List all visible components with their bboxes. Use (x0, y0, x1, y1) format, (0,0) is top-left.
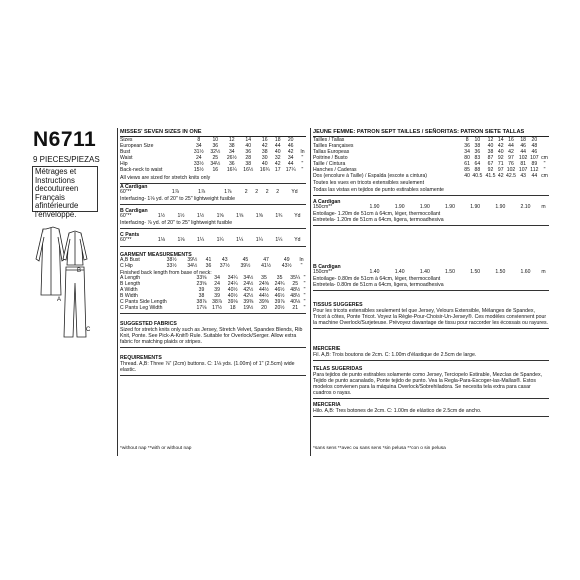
b-cardigan-title: B Cardigan (120, 208, 148, 214)
cardigan-a-drawing (36, 227, 65, 295)
tissus-text: Pour les tricots extensibles seulement tel que Jersey, Velours Extensible, Mélanges de Spandex, Tricot à côtes, Ponte Tricot. Voyez la Règle-Pour-Choisir-Un-Jersey®. Ces modèles conviennent pour la machine Overlock/Surjeteuse. Prévoyez davantage de tissu pour raccorder les écossais ou rayures. (313, 308, 548, 327)
fabric-width-label: 60"** (120, 237, 132, 244)
table-cell: 17½ (212, 304, 223, 311)
table-cell: 40 (497, 148, 504, 155)
table-cell: 41.5 (485, 172, 496, 179)
row-label: B Width (120, 292, 138, 299)
row-label: A Width (120, 286, 138, 293)
table-cell: 36 (228, 160, 235, 167)
table-cell: 19½ (243, 304, 254, 311)
row-label: Dos (encolure à Taille) / Espalda (escote a cintura) (313, 172, 428, 179)
table-cell: 1¼ (255, 237, 263, 244)
table-cell: 48½ (290, 286, 301, 293)
table-cell: 67 (487, 160, 494, 167)
view-label-c: C (86, 327, 91, 333)
table-cell: 37½ (219, 263, 230, 269)
table-cell: 39 (214, 286, 220, 293)
pieces-count: 9 PIECES/PIEZAS (33, 155, 100, 164)
table-cell: 85 (464, 166, 470, 173)
table-cell: 33⅝ (196, 275, 207, 281)
unit-cell: m (541, 269, 546, 276)
table-cell: 18 (520, 137, 526, 144)
row-label: Bust (120, 148, 131, 155)
table-cell: 1.50 (445, 269, 455, 276)
table-cell: 1⅞ (198, 189, 206, 196)
unit-cell: cm (541, 172, 548, 179)
table-cell: 1.60 (520, 269, 531, 276)
garment-line-drawings (33, 225, 101, 345)
fr-a-entretela: Entretela- 1.20m de 51cm a 64cm, ligera, termoadhesiva (313, 217, 444, 224)
table-cell: 46½ (274, 286, 285, 293)
table-cell: 40⅛ (290, 298, 301, 305)
table-cell: 1⅝ (236, 213, 244, 220)
table-cell: 8 (465, 137, 469, 144)
table-cell: 25 (292, 280, 299, 287)
unit-cell: In (299, 257, 304, 264)
table-cell: 20½ (274, 304, 285, 311)
table-cell: 39 (198, 286, 205, 293)
c-pants-title: C Pants (120, 232, 140, 238)
table-cell: 40 (274, 148, 281, 155)
fabric-width-label: 150cm** (313, 204, 333, 211)
table-cell: 39⅛ (227, 298, 238, 305)
table-cell: 1¼ (236, 237, 244, 244)
french-yardage-b (313, 264, 549, 291)
telas-text: Para tejidos de punto estirables solamente como Jersey, Terciopelo Estirable, Mezclas de Spandex, Tejido de punto acanalado, Ponte tejido de punto. Vea la Regla-Para-Escoger-las-Mallas®. Estos modelos convienen para la máquina Overlock/Sobrehiladora. Se necesita tela extra para casar cuadros o rayas. (313, 372, 543, 397)
table-cell: 23⅝ (196, 280, 207, 287)
table-cell: 1.40 (369, 269, 380, 276)
table-cell: 31½ (193, 148, 204, 155)
table-cell: 40 (464, 172, 470, 179)
table-cell: 38⅞ (212, 298, 223, 305)
table-cell: 92 (497, 154, 504, 161)
fr-b-entretela: Entretela- 0.80m de 51cm a 64cm, ligera, termoadhesiva (313, 282, 444, 289)
table-cell: 34 (464, 148, 470, 155)
table-cell: 1⅝ (216, 213, 224, 220)
table-cell: 20 (531, 137, 538, 144)
table-cell: 43 (520, 172, 526, 179)
table-cell: 44 (287, 160, 294, 167)
table-cell: 42 (287, 148, 294, 155)
suggested-fabrics-text: Sized for stretch knits only such as Jersey, Stretch Velvet, Spandex Blends, Rib Knit, Ponte. See Pick-A-Knit® Rule. Suitable for Overlock/Serger. Allow extra fabric for matching plaids or stripes. (120, 327, 303, 346)
back-length-note: Finished back length from base of neck: (120, 269, 212, 276)
table-cell: 34½ (187, 263, 198, 269)
unit-cell: " (303, 286, 306, 293)
table-cell: 42 (261, 143, 268, 149)
table-cell: 38⅞ (196, 298, 207, 305)
mercerie-section (313, 346, 549, 361)
table-cell: 71 (497, 160, 504, 167)
cardigan-b-drawing (63, 231, 87, 265)
fabric-width-label: 60"** (120, 189, 132, 196)
table-cell: 34 (214, 275, 220, 281)
table-cell: 112 (530, 166, 539, 173)
table-cell: 36 (474, 148, 481, 155)
fr-b-cardigan-title: B Cardigan (313, 264, 341, 270)
row-label: Taille / Cintura (313, 160, 346, 167)
table-cell: 35 (276, 275, 283, 281)
table-cell: 46 (287, 143, 294, 149)
table-cell: 35 (261, 275, 267, 281)
fr-a-entoilage: Entoilage- 1.20m de 51cm à 64cm, léger, thermocollant (313, 211, 441, 217)
table-cell: 32 (274, 154, 281, 161)
pattern-number: N6711 (33, 128, 97, 151)
table-cell: 1.50 (495, 269, 506, 276)
table-cell: 2.10 (520, 204, 531, 211)
table-cell: 42 (508, 148, 514, 155)
row-label: B Length (120, 280, 141, 287)
french-yardage-a (313, 199, 549, 226)
table-cell: 64 (474, 160, 481, 167)
table-cell: 26½ (226, 154, 237, 161)
telas-section (313, 366, 549, 399)
a-cardigan-title: A Cardigan (120, 184, 148, 190)
table-cell: 46 (520, 143, 526, 149)
requirements-section (120, 355, 306, 376)
row-label: European Size (120, 143, 154, 149)
table-cell: 40 (245, 143, 252, 149)
table-cell: 46 (531, 148, 538, 155)
unit-cell: " (303, 292, 306, 299)
english-footnote: *without nap **with or without nap (120, 446, 192, 451)
table-cell: 16 (261, 137, 268, 144)
french-size-note: Toutes les vues en tricots extensibles seulement (313, 180, 425, 187)
table-cell: 38 (245, 160, 252, 167)
unit-cell: " (301, 154, 304, 161)
unit-cell: Yd (291, 189, 298, 196)
table-cell: 20 (287, 137, 294, 144)
table-cell: 39 (214, 292, 220, 299)
unit-cell: Yd (294, 213, 301, 220)
table-cell: 30 (261, 154, 268, 161)
b-cardigan-interfacing: Interfacing- ⅞ yd. of 20" to 25" lightweight fusible (120, 220, 233, 226)
table-cell: 40 (261, 160, 268, 167)
fabric-width-label: 150cm** (313, 269, 333, 276)
table-cell: 1⅝ (255, 213, 263, 220)
row-label: C Pants Leg Width (120, 304, 163, 311)
french-size-table (313, 138, 549, 179)
unit-cell: " (543, 166, 546, 173)
english-size-note: All views are sized for stretch knits only (120, 174, 211, 181)
table-cell: 38 (261, 148, 268, 155)
fr-b-entoilage: Entoilage- 0.80m de 51cm à 64cm, léger, thermocollant (313, 276, 441, 282)
table-cell: 42 (497, 172, 504, 179)
row-label: Tailles Françaises (313, 143, 354, 149)
unit-cell: " (301, 160, 304, 167)
table-cell: 1⅛ (157, 237, 165, 244)
table-cell: 2 (265, 189, 269, 196)
table-cell: 1.40 (394, 269, 405, 276)
row-label: Back-neck to waist (120, 166, 163, 173)
table-cell: 1.90 (369, 204, 380, 211)
english-yardage-b (120, 208, 306, 229)
garment-measurements-section (120, 252, 306, 314)
table-cell: 8 (197, 137, 201, 144)
table-cell: 43½ (281, 263, 292, 269)
table-cell: 1¼ (197, 237, 205, 244)
table-cell: 38 (198, 292, 205, 299)
table-cell: 34 (287, 154, 294, 161)
table-cell: 1½ (157, 213, 165, 220)
table-cell: 44 (531, 172, 538, 179)
table-row (120, 306, 306, 312)
table-cell: 97 (508, 154, 514, 161)
table-cell: 81 (520, 160, 526, 167)
table-row (120, 168, 306, 174)
pants-c-drawing (64, 267, 86, 337)
french-instructions-note: Métrages et Instructions decoutureen Français afintérieurde l'enveloppe. (32, 166, 98, 212)
table-cell: 76 (508, 160, 514, 167)
table-row (120, 238, 306, 244)
table-cell: 34¼ (227, 275, 238, 281)
unit-cell: cm (541, 154, 548, 161)
table-cell: 36 (464, 143, 470, 149)
table-cell: 46½ (274, 292, 285, 299)
row-label: A Length (120, 275, 141, 281)
table-cell: 1.90 (445, 204, 455, 211)
table-cell: 16¼ (226, 166, 237, 173)
table-cell: 44 (274, 143, 281, 149)
tissus-section (313, 302, 549, 329)
table-cell: 33½ (166, 263, 177, 269)
english-yardage-c (120, 232, 306, 247)
table-cell: 107 (530, 154, 539, 161)
table-cell: 12 (228, 137, 235, 144)
unit-cell: " (303, 280, 306, 287)
table-cell: 40.5 (472, 172, 483, 179)
row-label: Hip (120, 160, 128, 167)
table-cell: 36 (212, 143, 219, 149)
table-cell: 39⅝ (259, 298, 269, 305)
view-label-a: A (57, 297, 62, 303)
table-cell: 83 (474, 154, 481, 161)
requirements-title: REQUIREMENTS (120, 355, 162, 361)
mercerie-title: MERCERIE (313, 346, 341, 352)
table-cell: 14 (245, 137, 252, 144)
table-cell: 44 (508, 143, 514, 149)
table-cell: 1.50 (470, 269, 481, 276)
table-cell: 38½ (166, 257, 177, 264)
table-cell: 61 (464, 160, 470, 167)
french-footnote: *sans sens **avec ou sans sens *sin pelusa **con o sin pelusa (313, 446, 446, 451)
spanish-size-note: Todas las vistas en tejidos de punto estirables solamente (313, 186, 444, 193)
table-cell: 24½ (243, 280, 254, 287)
table-cell: 35¼ (290, 275, 301, 281)
row-label: Sizes (120, 137, 133, 144)
table-cell: 34 (195, 143, 202, 149)
table-cell: 42 (497, 143, 504, 149)
fr-a-cardigan-title: A Cardigan (313, 199, 341, 205)
unit-cell: " (301, 166, 304, 173)
table-cell: 47 (263, 257, 269, 264)
table-cell: 24⅝ (259, 280, 269, 287)
table-cell: 17 (274, 166, 281, 173)
table-cell: 39½ (187, 257, 198, 264)
table-cell: 1⅞ (171, 189, 179, 196)
table-cell: 102 (506, 166, 516, 173)
unit-cell: m (541, 204, 546, 211)
table-cell: 32½ (210, 148, 221, 155)
english-title: MISSES' SEVEN SIZES IN ONE (120, 129, 306, 137)
table-cell: 17¼ (285, 166, 296, 173)
english-size-table (120, 138, 306, 173)
garment-lengths-table (120, 276, 306, 311)
french-title: JEUNE FEMME: PATRON SEPT TAILLES / SEÑORITAS: PATRON SIETE TALLAS (313, 129, 549, 137)
table-cell: 20 (261, 304, 267, 311)
unit-cell: Yd (294, 237, 301, 244)
table-cell: 16½ (243, 166, 254, 173)
table-cell: 25 (212, 154, 219, 161)
table-cell: 39⅞ (274, 298, 285, 305)
table-cell: 39½ (240, 263, 251, 269)
table-cell: 88 (474, 166, 481, 173)
table-cell: 1⅞ (224, 189, 232, 196)
table-cell: 1.90 (419, 204, 430, 211)
garment-measurements-title: GARMENT MEASUREMENTS (120, 252, 192, 258)
french-size-section (313, 129, 549, 196)
table-cell: 16 (212, 166, 219, 173)
unit-cell: " (543, 160, 546, 167)
unit-cell: " (303, 304, 306, 311)
unit-cell: " (303, 275, 306, 281)
table-cell: 89 (531, 160, 538, 167)
table-cell: 17⅛ (196, 304, 207, 311)
table-cell: 43 (221, 257, 228, 264)
view-label-b: B (77, 268, 82, 274)
row-label: Tallas Europeas (313, 148, 350, 155)
table-cell: 80 (464, 154, 470, 161)
table-cell: 102 (518, 154, 528, 161)
tissus-title: TISSUS SUGGERES (313, 302, 363, 308)
table-row (313, 174, 549, 180)
unit-cell: " (303, 298, 306, 305)
table-cell: 10 (212, 137, 219, 144)
a-cardigan-interfacing: Interfacing- 1⅛ yd. of 20" to 25" lightweight fusible (120, 196, 235, 202)
table-cell: 49 (283, 257, 290, 264)
table-cell: 1¼ (275, 237, 283, 244)
table-cell: 10 (474, 137, 481, 144)
table-cell: 28 (245, 154, 252, 161)
table-cell: 107 (518, 166, 528, 173)
table-cell: 42½ (243, 286, 254, 293)
table-cell: 12 (487, 137, 494, 144)
table-cell: 1.40 (419, 269, 430, 276)
mercerie-text: Fil. A,B: Trois boutons de 2cm. C: 1.00m d'élastique de 2.5cm de large. (313, 352, 477, 359)
table-cell: 40½ (227, 292, 238, 299)
merceria-title: MERCERIA (313, 402, 341, 408)
table-cell: 16 (508, 137, 514, 144)
table-cell: 87 (487, 154, 494, 161)
table-cell: 40½ (227, 286, 238, 293)
row-label: Tailles / Tallas (313, 137, 345, 144)
table-cell: 38 (474, 143, 481, 149)
table-cell: 42 (274, 160, 281, 167)
unit-cell: " (300, 263, 303, 269)
table-cell: 36 (205, 263, 212, 269)
table-cell: 1.90 (470, 204, 481, 211)
table-cell: 40 (487, 143, 494, 149)
table-cell: 1½ (197, 213, 205, 220)
table-cell: 42.5 (506, 172, 516, 179)
table-cell: 97 (497, 166, 504, 173)
suggested-fabrics-section (120, 321, 306, 348)
table-cell: 34½ (210, 160, 221, 167)
row-label: C Hip (120, 263, 133, 269)
telas-title: TELAS SUGERIDAS (313, 366, 363, 372)
table-cell: 1⅛ (177, 237, 185, 244)
english-size-section (120, 129, 306, 184)
table-cell: 14 (497, 137, 504, 144)
table-cell: 39⅜ (243, 298, 254, 305)
table-cell: 21 (292, 304, 299, 311)
table-cell: 2 (276, 189, 280, 196)
table-cell: 18 (274, 137, 281, 144)
table-cell: 45 (242, 257, 249, 264)
row-label: Waist (120, 154, 133, 161)
row-label: Poitrine / Busto (313, 154, 348, 161)
table-cell: 41 (205, 257, 212, 264)
table-cell: 1¾ (275, 213, 283, 220)
table-cell: 92 (487, 166, 494, 173)
table-cell: 38 (228, 143, 235, 149)
table-cell: 1½ (177, 213, 185, 220)
suggested-fabrics-title: SUGGESTED FABRICS (120, 321, 177, 327)
table-cell: 44½ (259, 286, 269, 293)
unit-cell: In (300, 148, 305, 155)
table-cell: 33½ (193, 160, 204, 167)
row-label: C Pants Side Length (120, 298, 167, 305)
english-yardage-a (120, 184, 306, 205)
row-label: Hanches / Caderas (313, 166, 357, 173)
garment-measurements-table (120, 258, 306, 270)
fabric-width-label: 60"** (120, 213, 132, 220)
merceria-text: Hilo. A,B: Tres botones de 2cm. C: 1.00m de elástico de 2.5cm de ancho. (313, 408, 482, 415)
c-pants-yardage-row (120, 238, 306, 244)
table-cell: 38 (487, 148, 494, 155)
table-cell: 16¾ (259, 166, 270, 173)
table-cell: 34½ (243, 275, 254, 281)
table-cell: 36 (245, 148, 252, 155)
table-cell: 24¾ (274, 280, 285, 287)
table-cell: 44 (520, 148, 526, 155)
table-cell: 24 (214, 280, 220, 287)
table-cell: 34 (228, 148, 235, 155)
table-cell: 44½ (259, 292, 269, 299)
table-cell: 1.90 (495, 204, 506, 211)
table-cell: 24 (195, 154, 202, 161)
requirements-text: Thread. A,B: Three ⅞" (2cm) buttons. C: 1⅛ yds. (1.00m) of 1" (2.5cm) wide elastic. (120, 361, 295, 374)
table-cell: 2 (255, 189, 259, 196)
table-cell: 48½ (290, 292, 301, 299)
table-cell: 1¼ (216, 237, 224, 244)
table-cell: 18 (229, 304, 236, 311)
table-cell: 48 (531, 143, 538, 149)
table-cell: 15½ (193, 166, 204, 173)
table-cell: 2 (244, 189, 248, 196)
table-cell: 41½ (261, 263, 272, 269)
table-cell: 1.90 (394, 204, 405, 211)
row-label: A,B Bust (120, 257, 140, 264)
table-cell: 24¼ (227, 280, 238, 287)
table-cell: 42½ (243, 292, 254, 299)
merceria-section (313, 402, 549, 417)
